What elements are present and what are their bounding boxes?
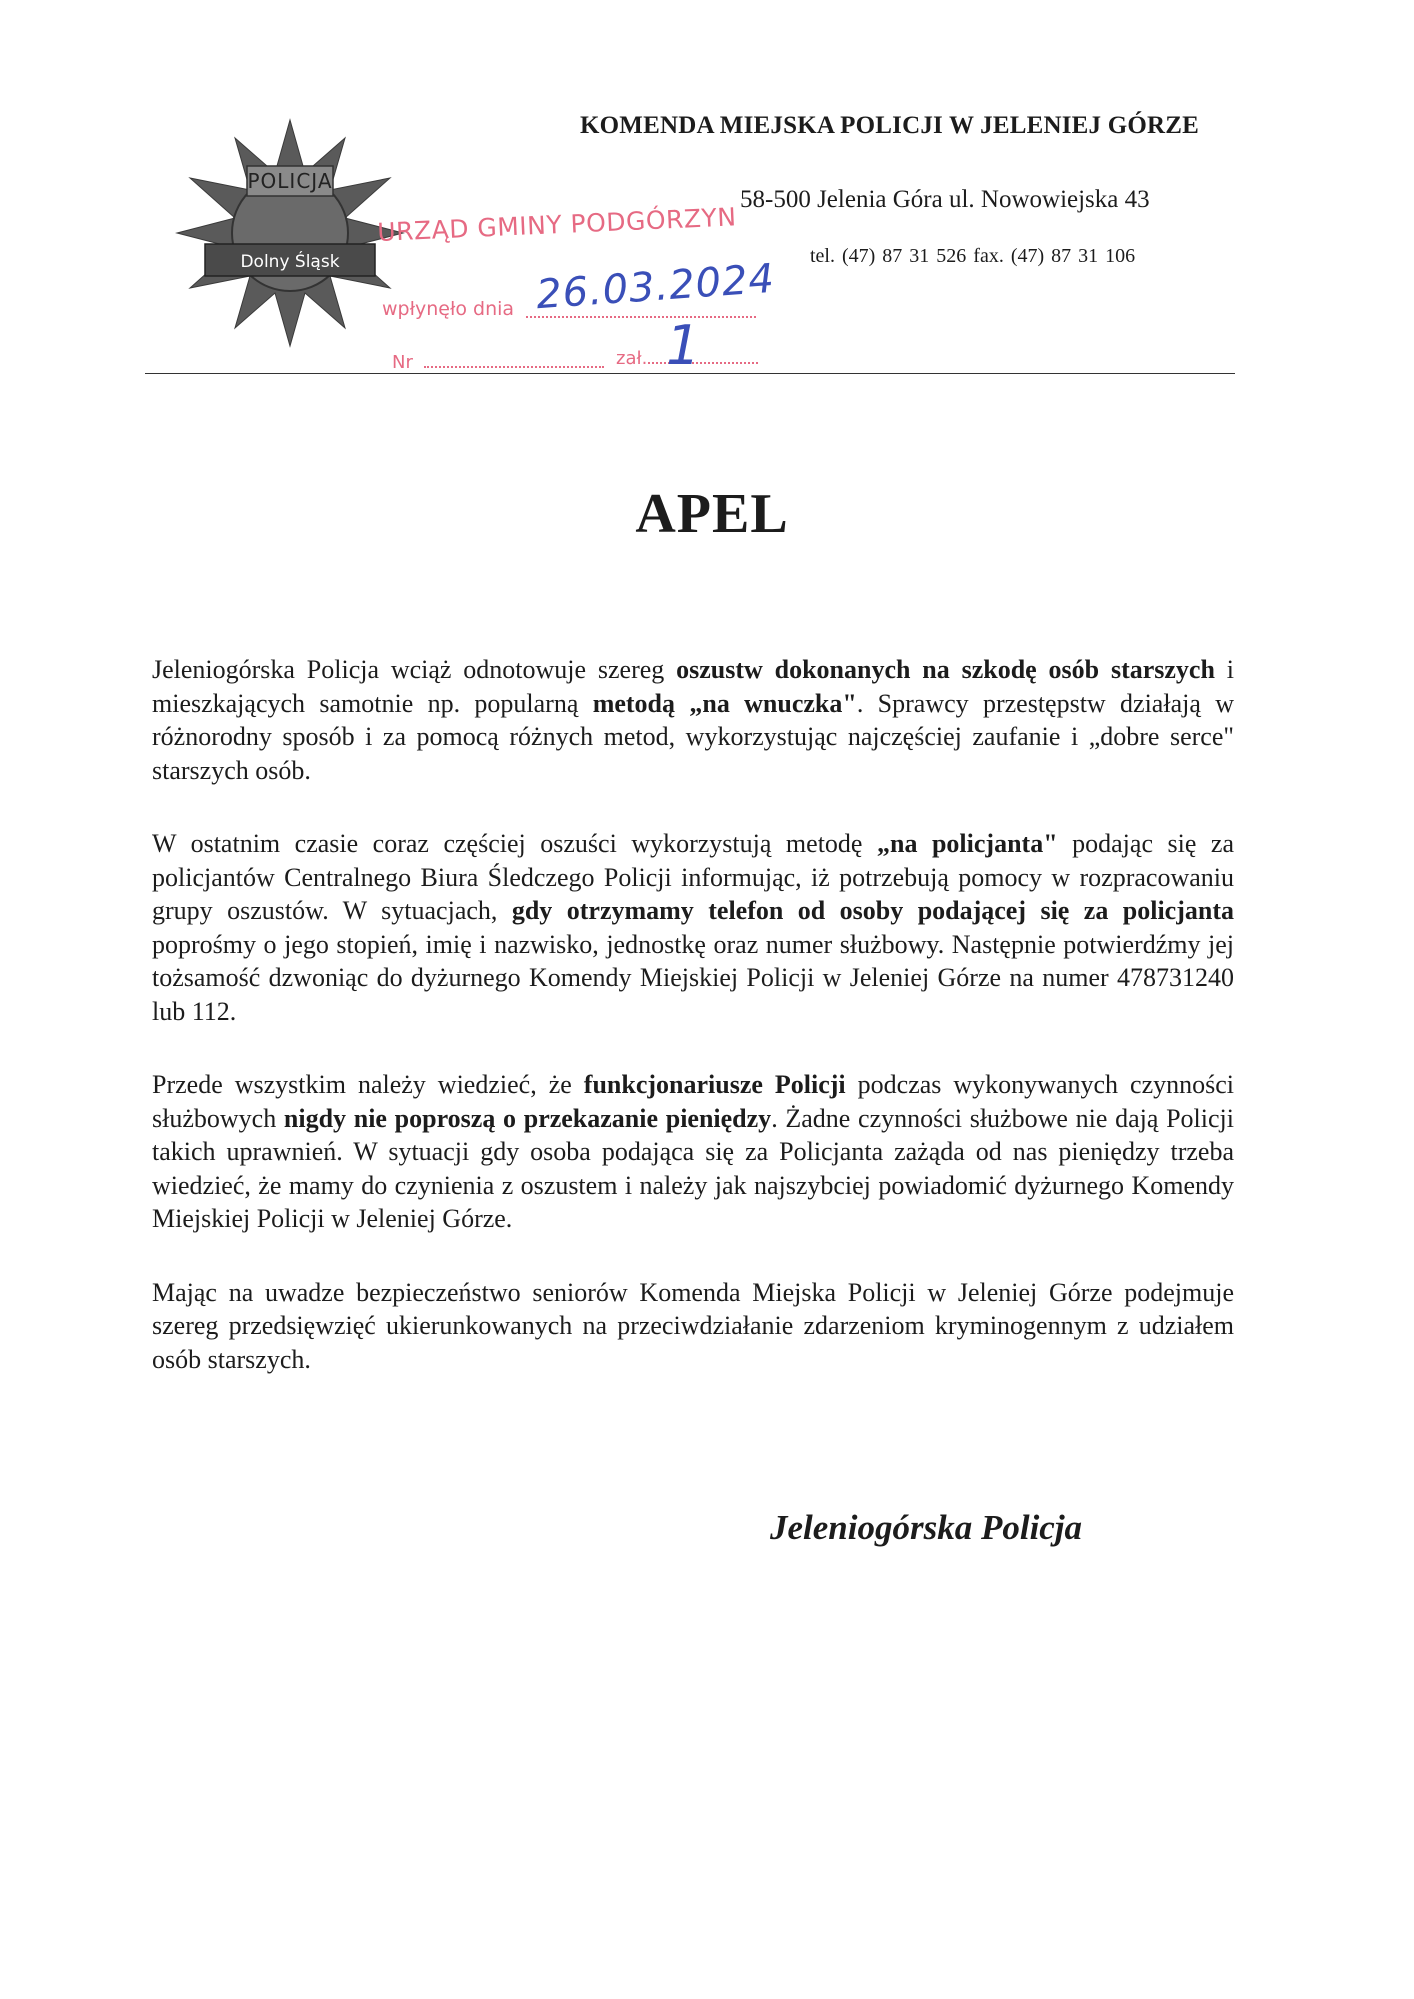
stamp-date-dotted-line bbox=[526, 316, 756, 318]
organization-name: KOMENDA MIEJSKA POLICJI W JELENIEJ GÓRZE bbox=[580, 112, 1199, 139]
header-divider bbox=[145, 373, 1235, 374]
stamp-received-date: 26.03.2024 bbox=[534, 255, 777, 319]
text-run: Mając na uwadze bezpieczeństwo seniorów Komenda Miejska Policji w Jeleniej Górze podejmuje szereg przedsięwzięć ukierunkowanych na przeciwdziałanie zdarzeniom kryminogennym z udziałem osób starszych. bbox=[152, 1277, 1234, 1374]
stamp-attachment-count: 1 bbox=[666, 314, 701, 377]
emphasized-text: „na policjanta" bbox=[876, 829, 1058, 858]
emphasized-text: oszustw dokonanych na szkodę osób starszych bbox=[676, 655, 1215, 684]
text-run: poprośmy o jego stopień, imię i nazwisko, jednostkę oraz numer służbowy. Następnie potwierdźmy jej tożsamość dzwoniąc do dyżurnego Komendy Miejskiej Policji w Jeleniej Górze na numer 478731240 lub 112. bbox=[152, 929, 1234, 1026]
text-run: Jeleniogórska Policja wciąż odnotowuje szereg bbox=[152, 655, 677, 684]
text-run: . Sprawcy przestępstw działają w różnorodny sposób i za pomocą różnych metod, wykorzystując najczęściej zaufanie i „dobre serce" starszych osób. bbox=[152, 688, 1234, 785]
text-run: . Żadne czynności służbowe nie dają Policji takich uprawnień. W sytuacji gdy osoba podająca się za Policjanta zażąda od nas pieniędzy trzeba wiedzieć, że mamy do czynienia z oszustem i należy jak najszybciej powiadomić dyżurnego Komendy Miejskiej Policji w Jeleniej Górze. bbox=[152, 1103, 1234, 1233]
text-run: W ostatnim czasie coraz częściej oszuści wykorzystują metodę bbox=[152, 829, 877, 858]
emphasized-text: nigdy nie poproszą o przekazanie pieniędzy bbox=[283, 1103, 772, 1133]
paragraph-4 bbox=[152, 1276, 1234, 1377]
emphasized-text: metodą „na wnuczka" bbox=[592, 688, 857, 718]
stamp-number-dotted-line bbox=[424, 366, 604, 368]
incoming-mail-stamp bbox=[376, 202, 778, 378]
stamp-number-label: Nr bbox=[392, 352, 413, 373]
emphasized-text: funkcjonariusze Policji bbox=[583, 1070, 846, 1099]
stamp-received-label: wpłynęło dnia bbox=[382, 298, 515, 320]
document-title: APEL bbox=[635, 483, 789, 545]
stamp-attachment-label: zał. bbox=[616, 348, 648, 369]
organization-address: 58-500 Jelenia Góra ul. Nowowiejska 43 bbox=[740, 186, 1150, 213]
text-run: Przede wszystkim należy wiedzieć, że bbox=[152, 1070, 584, 1099]
logo-top-text: POLICJA bbox=[247, 169, 333, 193]
logo-band-text: Dolny Śląsk bbox=[240, 252, 340, 272]
signature: Jeleniogórska Policja bbox=[770, 1508, 1083, 1547]
organization-contact: tel. (47) 87 31 526 fax. (47) 87 31 106 bbox=[810, 245, 1136, 267]
paragraph-2 bbox=[152, 827, 1234, 1028]
emphasized-text: gdy otrzymamy telefon od osoby podającej się za policjanta bbox=[511, 896, 1234, 925]
text-run: podczas wykonywanych czynności służbowych bbox=[152, 1070, 1234, 1133]
text-run: i mieszkających samotnie np. popularną bbox=[152, 655, 1234, 718]
police-star-badge-icon bbox=[175, 118, 405, 348]
paragraph-3 bbox=[152, 1068, 1234, 1236]
document-body bbox=[152, 653, 1234, 1416]
paragraph-1 bbox=[152, 653, 1234, 787]
stamp-attachment-dotted-line bbox=[648, 362, 758, 364]
stamp-office-name: URZĄD GMINY PODGÓRZYN bbox=[376, 202, 738, 247]
text-run: podając się za policjantów Centralnego Biura Śledczego Policji informując, iż potrzebują pomocy w rozpracowaniu grupy oszustów. W sytuacjach, bbox=[152, 829, 1234, 925]
